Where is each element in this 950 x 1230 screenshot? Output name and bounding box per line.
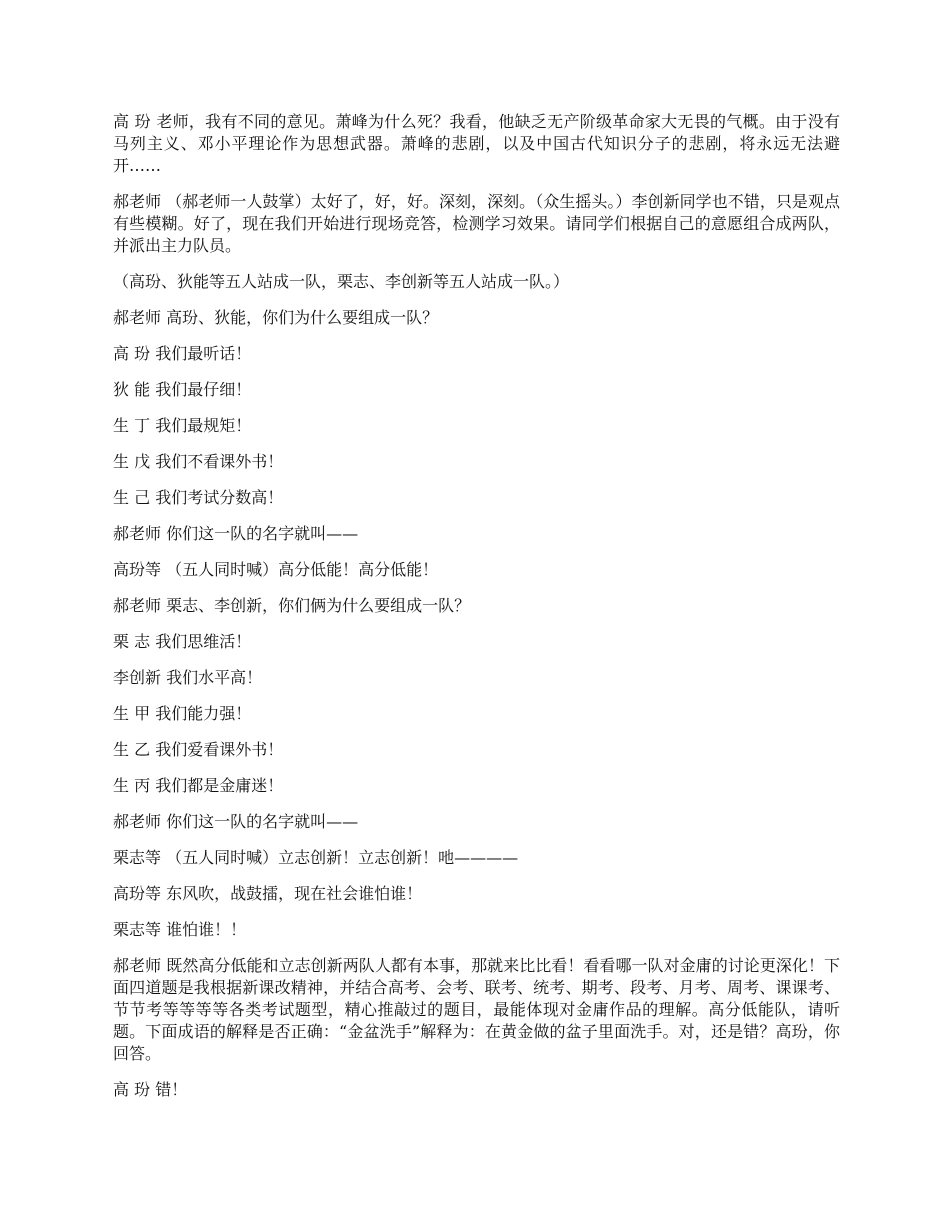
dialogue-line <box>113 631 840 653</box>
speaker-name: 高玢等 <box>113 560 162 579</box>
dialogue-text: 我们最仔细！ <box>155 380 252 399</box>
dialogue-line <box>113 811 840 833</box>
dialogue-line <box>113 415 840 437</box>
speaker-name: 高玢等 <box>113 884 162 903</box>
dialogue-text: （五人同时喊）立志创新！立志创新！吔———— <box>166 848 519 867</box>
dialogue-text: 我们最听话！ <box>155 344 252 363</box>
dialogue-text: 我们不看课外书！ <box>155 452 284 471</box>
dialogue-text: 我们都是金庸迷！ <box>155 776 284 795</box>
speaker-name: 郝老师 <box>113 524 162 543</box>
dialogue-text: 我们最规矩！ <box>155 416 252 435</box>
dialogue-line <box>113 739 840 761</box>
speaker-name: 生 丙 <box>113 776 151 795</box>
speaker-name: 李创新 <box>113 668 162 687</box>
speaker-name: 郝老师 <box>113 308 162 327</box>
dialogue-text: 错！ <box>155 1080 188 1099</box>
dialogue-line <box>113 1079 840 1101</box>
dialogue-text: 我们能力强！ <box>155 704 252 723</box>
dialogue-line <box>113 271 840 293</box>
dialogue-text: 我们思维活！ <box>155 632 252 651</box>
dialogue-text: 我们爱看课外书！ <box>155 740 284 759</box>
dialogue-line <box>113 523 840 545</box>
dialogue-text: 高玢、狄能，你们为什么要组成一队？ <box>166 308 439 327</box>
dialogue-line <box>113 595 840 617</box>
dialogue-line <box>113 847 840 869</box>
dialogue-line <box>113 883 840 905</box>
dialogue-line <box>113 307 840 329</box>
speaker-name: 高 玢 <box>113 344 151 363</box>
dialogue-text: 谁怕谁！！ <box>166 920 247 939</box>
dialogue-text: 东风吹，战鼓擂，现在社会谁怕谁！ <box>166 884 423 903</box>
speaker-name: 生 乙 <box>113 740 151 759</box>
speaker-name: 栗 志 <box>113 632 151 651</box>
dialogue-text: （五人同时喊）高分低能！高分低能！ <box>166 560 439 579</box>
dialogue-text: （高玢、狄能等五人站成一队，栗志、李创新等五人站成一队。） <box>113 272 570 291</box>
speaker-name: 生 己 <box>113 488 151 507</box>
dialogue-text: 你们这一队的名字就叫—— <box>166 812 359 831</box>
dialogue-text: 你们这一队的名字就叫—— <box>166 524 359 543</box>
dialogue-line <box>113 111 840 177</box>
dialogue-line <box>113 451 840 473</box>
dialogue-text: 栗志、李创新，你们俩为什么要组成一队？ <box>166 596 471 615</box>
speaker-name: 郝老师 <box>113 596 162 615</box>
speaker-name: 栗志等 <box>113 920 162 939</box>
speaker-name: 生 戊 <box>113 452 151 471</box>
dialogue-text: （郝老师一人鼓掌）太好了，好，好。深刻，深刻。（众生摇头。）李创新同学也不错，只是观点有些模糊。好了，现在我们开始进行现场竞答，检测学习效果。请同学们根据自己的意愿组合成两队，并派出主力队员。 <box>113 192 840 255</box>
speaker-name: 生 丁 <box>113 416 151 435</box>
dialogue-text: 老师，我有不同的意见。萧峰为什么死？我看，他缺乏无产阶级革命家大无畏的气概。由于没有马列主义、邓小平理论作为思想武器。萧峰的悲剧，以及中国古代知识分子的悲剧，将永远无法避开…… <box>113 112 840 175</box>
speaker-name: 生 甲 <box>113 704 151 723</box>
dialogue-line <box>113 191 840 257</box>
document-body <box>113 111 840 1115</box>
dialogue-text: 我们水平高！ <box>166 668 263 687</box>
dialogue-line <box>113 775 840 797</box>
dialogue-line <box>113 919 840 941</box>
speaker-name: 郝老师 <box>113 956 162 975</box>
dialogue-line <box>113 343 840 365</box>
dialogue-text: 我们考试分数高！ <box>155 488 284 507</box>
dialogue-text: 既然高分低能和立志创新两队人都有本事，那就来比比看！看看哪一队对金庸的讨论更深化！下面四道题是我根据新课改精神，并结合高考、会考、联考、统考、期考、段考、月考、周考、课课考、节节考等等等等各类考试题型，精心推敲过的题目，最能体现对金庸作品的理解。高分低能队，请听题。下面成语的解释是否正确：“金盆洗手”解释为：在黄金做的盆子里面洗手。对，还是错？高玢，你回答。 <box>113 956 840 1063</box>
dialogue-line <box>113 487 840 509</box>
speaker-name: 栗志等 <box>113 848 162 867</box>
dialogue-line <box>113 955 840 1065</box>
dialogue-line <box>113 379 840 401</box>
speaker-name: 高 玢 <box>113 112 151 131</box>
speaker-name: 高 玢 <box>113 1080 151 1099</box>
dialogue-line <box>113 667 840 689</box>
dialogue-line <box>113 703 840 725</box>
speaker-name: 郝老师 <box>113 812 162 831</box>
speaker-name: 狄 能 <box>113 380 151 399</box>
dialogue-line <box>113 559 840 581</box>
speaker-name: 郝老师 <box>113 192 162 211</box>
